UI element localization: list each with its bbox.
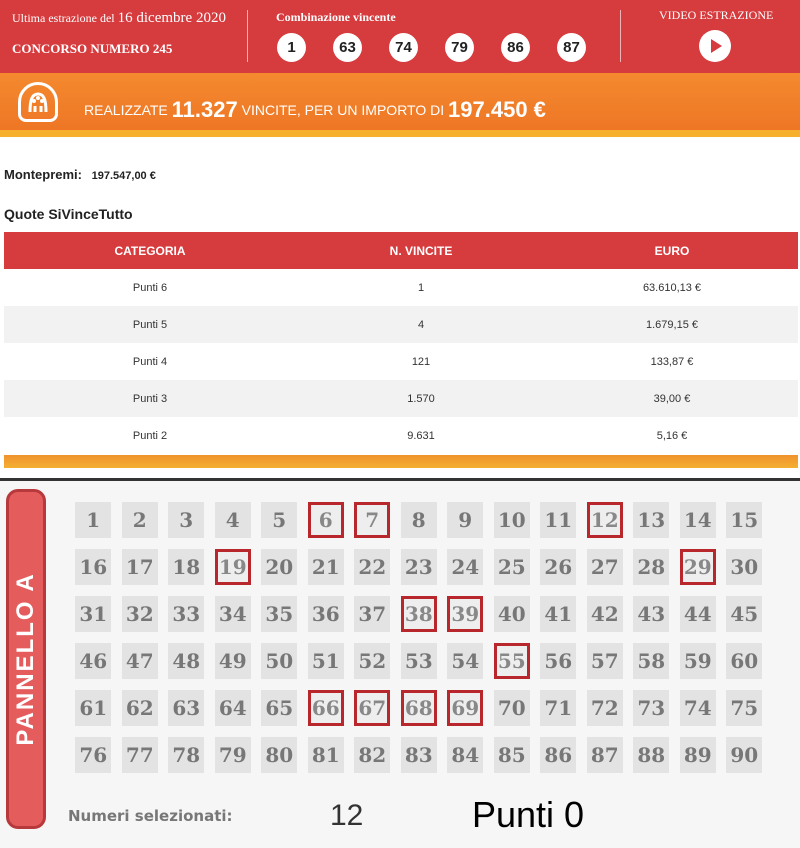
number-cell-selected[interactable]: [396, 684, 443, 731]
results-header: [0, 0, 800, 73]
number-label: 43: [633, 596, 669, 632]
column-header-euro: EURO: [654, 243, 690, 258]
number-label: 58: [633, 643, 669, 679]
number-label: 30: [726, 549, 762, 585]
number-cell[interactable]: [163, 637, 210, 684]
draw-date: [12, 10, 226, 27]
number-cell[interactable]: [489, 543, 536, 590]
number-label: 26: [540, 549, 576, 585]
number-label: 50: [261, 643, 297, 679]
number-cell-selected[interactable]: [442, 684, 489, 731]
number-cell[interactable]: [675, 684, 722, 731]
winning-number-ball: 1: [277, 33, 306, 62]
number-cell[interactable]: [256, 590, 303, 637]
number-grid: [70, 496, 768, 778]
number-cell[interactable]: [210, 684, 257, 731]
number-label: 53: [401, 643, 437, 679]
number-label: 49: [215, 643, 251, 679]
cell-vincite: 121: [411, 355, 431, 368]
number-label: 46: [75, 643, 111, 679]
number-cell[interactable]: [396, 496, 443, 543]
number-cell[interactable]: [163, 590, 210, 637]
number-label: 8: [401, 502, 437, 538]
cell-categoria: Punti 6: [132, 281, 168, 294]
cell-categoria: Punti 4: [132, 355, 168, 368]
winning-number-ball: 87: [557, 33, 586, 62]
number-label: 66: [308, 690, 344, 726]
video-estrazione-label[interactable]: VIDEO ESTRAZIONE: [659, 8, 774, 22]
total-amount: 197.450 €: [448, 97, 546, 122]
number-label: 34: [215, 596, 251, 632]
winning-numbers: [277, 33, 586, 62]
number-cell-selected[interactable]: [210, 543, 257, 590]
number-label: 84: [447, 737, 483, 773]
number-cell-selected[interactable]: [303, 496, 350, 543]
number-label: 14: [680, 502, 716, 538]
number-cell[interactable]: [721, 684, 768, 731]
number-cell[interactable]: [721, 637, 768, 684]
number-cell[interactable]: [256, 543, 303, 590]
number-cell[interactable]: [442, 496, 489, 543]
banner-prefix: REALIZZATE: [84, 102, 168, 118]
montepremi-value: 197.547,00 €: [91, 170, 156, 182]
number-cell[interactable]: [117, 684, 164, 731]
number-cell[interactable]: [442, 731, 489, 778]
number-cell[interactable]: [256, 637, 303, 684]
number-label: 71: [540, 690, 576, 726]
quote-title: Quote SiVinceTutto: [4, 206, 133, 222]
number-label: 27: [587, 549, 623, 585]
number-cell[interactable]: [349, 637, 396, 684]
number-label: 65: [261, 690, 297, 726]
number-label: 2: [122, 502, 158, 538]
number-cell[interactable]: [628, 543, 675, 590]
number-label: 45: [726, 596, 762, 632]
play-icon: [711, 39, 722, 53]
number-cell[interactable]: [721, 590, 768, 637]
winnings-banner: [0, 73, 800, 137]
number-label: 59: [680, 643, 716, 679]
number-label: 18: [168, 549, 204, 585]
number-label: 6: [308, 502, 344, 538]
number-label: 9: [447, 502, 483, 538]
number-cell[interactable]: [535, 637, 582, 684]
number-label: 51: [308, 643, 344, 679]
number-cell[interactable]: [489, 731, 536, 778]
number-cell[interactable]: [489, 684, 536, 731]
number-cell[interactable]: [582, 590, 629, 637]
number-cell-selected[interactable]: [396, 590, 443, 637]
number-cell[interactable]: [256, 731, 303, 778]
number-label: 20: [261, 549, 297, 585]
number-label: 19: [215, 549, 251, 585]
cell-vincite: 1.570: [407, 392, 435, 405]
cell-vincite: 9.631: [407, 429, 435, 442]
number-label: 87: [587, 737, 623, 773]
number-label: 75: [726, 690, 762, 726]
number-cell[interactable]: [70, 637, 117, 684]
number-cell[interactable]: [303, 637, 350, 684]
number-label: 28: [633, 549, 669, 585]
number-cell[interactable]: [535, 543, 582, 590]
draw-info: [12, 10, 226, 57]
number-cell[interactable]: [628, 684, 675, 731]
number-cell[interactable]: [163, 731, 210, 778]
number-label: 82: [354, 737, 390, 773]
number-label: 57: [587, 643, 623, 679]
number-label: 86: [540, 737, 576, 773]
number-cell[interactable]: [70, 496, 117, 543]
number-label: 69: [447, 690, 483, 726]
table-header: [4, 232, 798, 269]
number-label: 62: [122, 690, 158, 726]
total-wins: 11.327: [171, 97, 238, 122]
number-label: 16: [75, 549, 111, 585]
table-row: [4, 380, 798, 417]
number-cell[interactable]: [628, 496, 675, 543]
number-cell[interactable]: [582, 543, 629, 590]
number-cell[interactable]: [117, 731, 164, 778]
number-cell[interactable]: [210, 637, 257, 684]
cell-categoria: Punti 3: [132, 392, 168, 405]
number-cell[interactable]: [163, 684, 210, 731]
number-cell-selected[interactable]: [582, 496, 629, 543]
number-label: 41: [540, 596, 576, 632]
cell-euro: 133,87 €: [650, 355, 694, 368]
number-label: 76: [75, 737, 111, 773]
draw-date-value: 16 dicembre 2020: [117, 10, 226, 26]
banner-middle: VINCITE, PER UN IMPORTO DI: [241, 102, 445, 118]
number-label: 36: [308, 596, 344, 632]
number-cell[interactable]: [582, 731, 629, 778]
number-label: 64: [215, 690, 251, 726]
table-row: [4, 306, 798, 343]
number-cell[interactable]: [303, 590, 350, 637]
number-cell[interactable]: [70, 543, 117, 590]
number-label: 40: [494, 596, 530, 632]
number-cell[interactable]: [675, 731, 722, 778]
number-cell[interactable]: [396, 637, 443, 684]
number-label: 24: [447, 549, 483, 585]
concorso-number: CONCORSO NUMERO 245: [12, 41, 173, 56]
draw-date-prefix: Ultima estrazione del: [12, 11, 115, 25]
number-label: 83: [401, 737, 437, 773]
number-label: 12: [587, 502, 623, 538]
number-label: 23: [401, 549, 437, 585]
number-cell[interactable]: [582, 637, 629, 684]
number-label: 90: [726, 737, 762, 773]
number-label: 13: [633, 502, 669, 538]
cell-vincite: 1: [417, 281, 425, 294]
number-label: 67: [354, 690, 390, 726]
number-label: 42: [587, 596, 623, 632]
number-cell[interactable]: [256, 496, 303, 543]
table-row: [4, 417, 798, 454]
number-cell[interactable]: [117, 590, 164, 637]
number-cell[interactable]: [535, 496, 582, 543]
number-cell[interactable]: [396, 731, 443, 778]
number-cell[interactable]: [117, 543, 164, 590]
table-footer-bar: [4, 455, 798, 468]
winning-number-ball: 86: [501, 33, 530, 62]
number-label: 33: [168, 596, 204, 632]
number-label: 55: [494, 643, 530, 679]
number-label: 3: [168, 502, 204, 538]
number-label: 79: [215, 737, 251, 773]
column-header-vincite: N. VINCITE: [389, 243, 453, 258]
number-label: 4: [215, 502, 251, 538]
number-cell[interactable]: [628, 637, 675, 684]
number-cell[interactable]: [163, 543, 210, 590]
play-video-button[interactable]: [699, 30, 731, 62]
selected-count: 12: [330, 799, 364, 832]
number-label: 72: [587, 690, 623, 726]
number-cell[interactable]: [70, 731, 117, 778]
number-label: 38: [401, 596, 437, 632]
number-cell[interactable]: [210, 496, 257, 543]
number-label: 10: [494, 502, 530, 538]
table-row: [4, 343, 798, 380]
cell-euro: 39,00 €: [653, 392, 691, 405]
number-label: 74: [680, 690, 716, 726]
number-cell[interactable]: [210, 590, 257, 637]
column-header-categoria: CATEGORIA: [114, 243, 186, 258]
number-cell[interactable]: [675, 590, 722, 637]
sivincetutto-logo-icon: [18, 82, 58, 122]
number-cell[interactable]: [628, 731, 675, 778]
number-label: 25: [494, 549, 530, 585]
number-label: 78: [168, 737, 204, 773]
number-cell[interactable]: [442, 637, 489, 684]
cell-euro: 63.610,13 €: [642, 281, 702, 294]
number-cell[interactable]: [349, 543, 396, 590]
number-label: 70: [494, 690, 530, 726]
number-cell[interactable]: [163, 496, 210, 543]
number-cell[interactable]: [535, 731, 582, 778]
cell-euro: 1.679,15 €: [646, 318, 698, 331]
number-cell[interactable]: [489, 496, 536, 543]
winning-number-ball: 74: [389, 33, 418, 62]
number-cell[interactable]: [117, 496, 164, 543]
winnings-summary: [84, 95, 546, 121]
number-cell[interactable]: [256, 684, 303, 731]
number-label: 39: [447, 596, 483, 632]
montepremi-label: Montepremi:: [4, 167, 82, 182]
number-cell-selected[interactable]: [675, 543, 722, 590]
number-label: 32: [122, 596, 158, 632]
number-cell[interactable]: [489, 590, 536, 637]
number-label: 22: [354, 549, 390, 585]
combination-label: Combinazione vincente: [276, 10, 396, 24]
number-cell[interactable]: [535, 590, 582, 637]
number-label: 5: [261, 502, 297, 538]
number-label: 35: [261, 596, 297, 632]
cell-euro: 5,16 €: [656, 429, 688, 442]
winning-number-ball: 63: [333, 33, 362, 62]
number-label: 80: [261, 737, 297, 773]
playslip-panel: [0, 478, 800, 848]
number-cell[interactable]: [675, 637, 722, 684]
number-cell[interactable]: [303, 731, 350, 778]
number-cell-selected[interactable]: [349, 684, 396, 731]
number-cell[interactable]: [721, 496, 768, 543]
prize-table: [4, 232, 798, 454]
number-cell-selected[interactable]: [442, 590, 489, 637]
number-cell[interactable]: [582, 684, 629, 731]
selected-count-label: Numeri selezionati:: [68, 807, 233, 825]
number-cell[interactable]: [117, 637, 164, 684]
number-cell[interactable]: [349, 590, 396, 637]
number-cell[interactable]: [210, 731, 257, 778]
number-label: 61: [75, 690, 111, 726]
number-cell[interactable]: [721, 731, 768, 778]
winning-number-ball: 79: [445, 33, 474, 62]
number-cell[interactable]: [70, 684, 117, 731]
divider: [247, 10, 248, 62]
cell-vincite: 4: [417, 318, 425, 331]
cell-categoria: Punti 5: [132, 318, 168, 331]
number-label: 68: [401, 690, 437, 726]
number-label: 63: [168, 690, 204, 726]
number-label: 44: [680, 596, 716, 632]
number-label: 1: [75, 502, 111, 538]
number-label: 85: [494, 737, 530, 773]
number-label: 54: [447, 643, 483, 679]
number-cell[interactable]: [442, 543, 489, 590]
number-cell[interactable]: [349, 731, 396, 778]
number-label: 56: [540, 643, 576, 679]
montepremi: [4, 167, 156, 182]
cell-categoria: Punti 2: [132, 429, 168, 442]
number-label: 15: [726, 502, 762, 538]
number-label: 52: [354, 643, 390, 679]
number-cell-selected[interactable]: [303, 684, 350, 731]
number-label: 31: [75, 596, 111, 632]
number-label: 29: [680, 549, 716, 585]
number-label: 81: [308, 737, 344, 773]
number-label: 47: [122, 643, 158, 679]
number-label: 37: [354, 596, 390, 632]
number-label: 7: [354, 502, 390, 538]
number-cell[interactable]: [628, 590, 675, 637]
number-cell[interactable]: [396, 543, 443, 590]
number-label: 21: [308, 549, 344, 585]
number-cell[interactable]: [535, 684, 582, 731]
pannello-label: PANNELLO A: [12, 572, 39, 746]
number-label: 48: [168, 643, 204, 679]
number-cell[interactable]: [303, 543, 350, 590]
number-cell-selected[interactable]: [349, 496, 396, 543]
number-label: 77: [122, 737, 158, 773]
number-label: 88: [633, 737, 669, 773]
pannello-tab: [6, 489, 46, 829]
number-label: 11: [540, 502, 576, 538]
number-cell[interactable]: [721, 543, 768, 590]
number-label: 17: [122, 549, 158, 585]
punti-result: Punti 0: [472, 794, 585, 835]
divider: [620, 10, 621, 62]
number-cell-selected[interactable]: [489, 637, 536, 684]
table-row: [4, 269, 798, 306]
number-cell[interactable]: [70, 590, 117, 637]
number-label: 73: [633, 690, 669, 726]
number-cell[interactable]: [675, 496, 722, 543]
number-label: 60: [726, 643, 762, 679]
number-label: 89: [680, 737, 716, 773]
